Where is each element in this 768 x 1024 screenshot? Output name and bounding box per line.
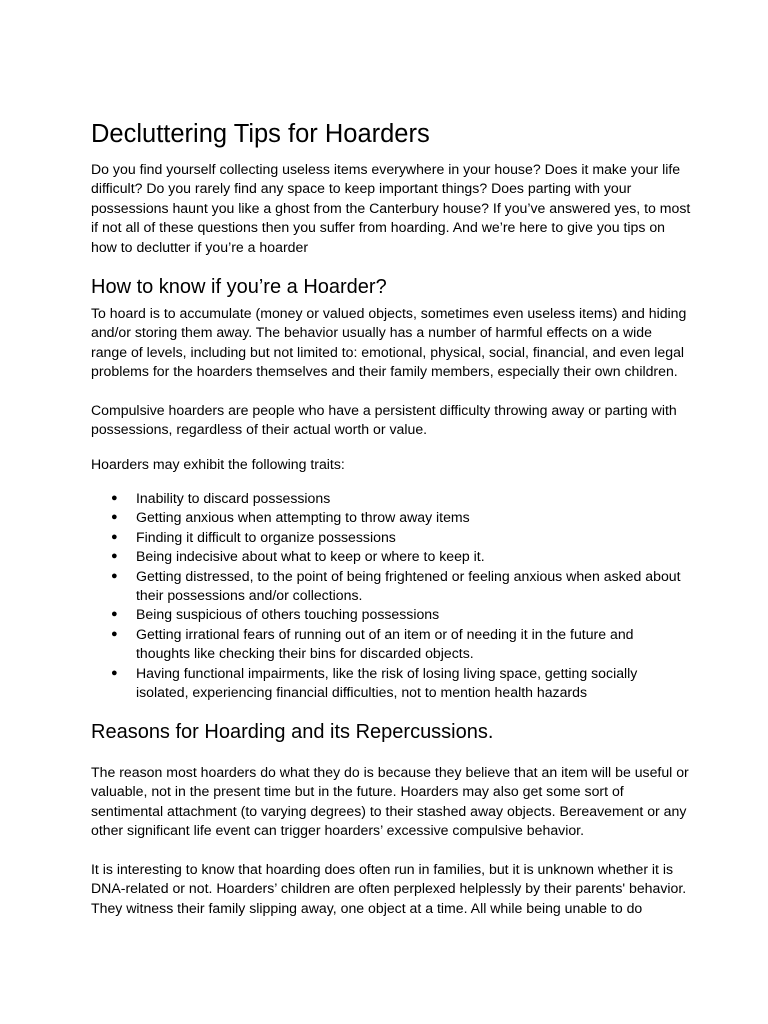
text-line: They witness their family slipping away, one object at a time. All while being unable to do <box>91 899 643 916</box>
document-title: Decluttering Tips for Hoarders <box>91 120 430 148</box>
text-line: difficult? Do you rarely find any space to keep important things? Does parting with your <box>91 180 632 197</box>
text-line: To hoard is to accumulate (money or valued objects, sometimes even useless items) and hiding <box>91 305 687 321</box>
traits-list <box>91 489 691 702</box>
bullet-icon: ● <box>111 627 118 640</box>
text-line: DNA-related or not. Hoarders’ children are often perplexed helplessly by their parents' behavior. <box>91 880 687 897</box>
families-paragraph <box>91 860 691 918</box>
bullet-icon: ● <box>111 608 118 621</box>
text-line: The reason most hoarders do what they do is because they believe that an item will be useful or <box>91 764 689 780</box>
text-line: Getting irrational fears of running out of an item or of needing it in the future and <box>136 625 634 642</box>
traits-intro-paragraph <box>91 455 691 474</box>
bullet-icon: ● <box>111 530 118 543</box>
text-line: It is interesting to know that hoarding does often run in families, but it is unknown whether it is <box>91 861 674 877</box>
list-item <box>91 605 691 624</box>
intro-paragraph <box>91 160 691 257</box>
section-heading-how-to-know: How to know if you’re a Hoarder? <box>91 276 387 298</box>
text-line: how to declutter if you’re a hoarder <box>91 238 309 255</box>
text-line: their possessions and/or collections. <box>136 587 363 604</box>
text-line: Getting distressed, to the point of being frightened or feeling anxious when asked about <box>136 567 681 584</box>
list-item <box>91 567 691 606</box>
bullet-icon: ● <box>111 492 118 504</box>
text-line: Hoarders may exhibit the following traits: <box>91 456 345 472</box>
text-line: Getting anxious when attempting to throw away items <box>136 509 470 526</box>
compulsive-hoarders-paragraph <box>91 401 691 440</box>
text-line: isolated, experiencing financial difficulties, not to mention health hazards <box>136 684 588 701</box>
text-line: Do you find yourself collecting useless items everywhere in your house? Does it make your life <box>91 161 681 177</box>
list-item <box>91 664 691 703</box>
text-line: other significant life event can trigger hoarders’ excessive compulsive behavior. <box>91 822 585 839</box>
text-line: Compulsive hoarders are people who have a persistent difficulty throwing away or parting with <box>91 402 677 418</box>
text-line: thoughts like checking their bins for discarded objects. <box>136 645 474 662</box>
bullet-icon: ● <box>111 666 118 679</box>
list-item <box>91 508 691 527</box>
list-item <box>91 528 691 547</box>
text-line: sentimental attachment (to varying degrees) to their stashed away objects. Bereavement or any <box>91 802 687 819</box>
text-line: possessions haunt you like a ghost from the Canterbury house? If you’ve answered yes, to most <box>91 199 691 216</box>
reasons-paragraph <box>91 763 691 841</box>
bullet-icon: ● <box>111 569 118 582</box>
text-line: if not all of these questions then you suffer from hoarding. And we’re here to give you tips on <box>91 219 666 236</box>
text-line: Being suspicious of others touching possessions <box>136 606 440 623</box>
bullet-icon: ● <box>111 511 118 524</box>
bullet-icon: ● <box>111 550 118 563</box>
section-heading-reasons: Reasons for Hoarding and its Repercussions. <box>91 721 494 743</box>
text-line: and/or storing them away. The behavior usually has a number of harmful effects on a wide <box>91 324 652 341</box>
text-line: Finding it difficult to organize possessions <box>136 528 396 545</box>
list-item <box>91 547 691 566</box>
text-line: possessions, regardless of their actual worth or value. <box>91 421 428 438</box>
text-line: problems for the hoarders themselves and their family members, especially their own children. <box>91 363 678 380</box>
list-item <box>91 625 691 664</box>
text-line: valuable, not in the present time but in the future. Hoarders may also get some sort of <box>91 783 624 800</box>
text-line: range of levels, including but not limited to: emotional, physical, social, financial, and even legal <box>91 343 685 360</box>
text-line: Being indecisive about what to keep or where to keep it. <box>136 548 485 565</box>
text-line: Having functional impairments, like the risk of losing living space, getting socially <box>136 664 638 681</box>
list-item <box>91 489 691 508</box>
hoard-definition-paragraph <box>91 304 691 382</box>
text-line: Inability to discard possessions <box>136 490 331 506</box>
